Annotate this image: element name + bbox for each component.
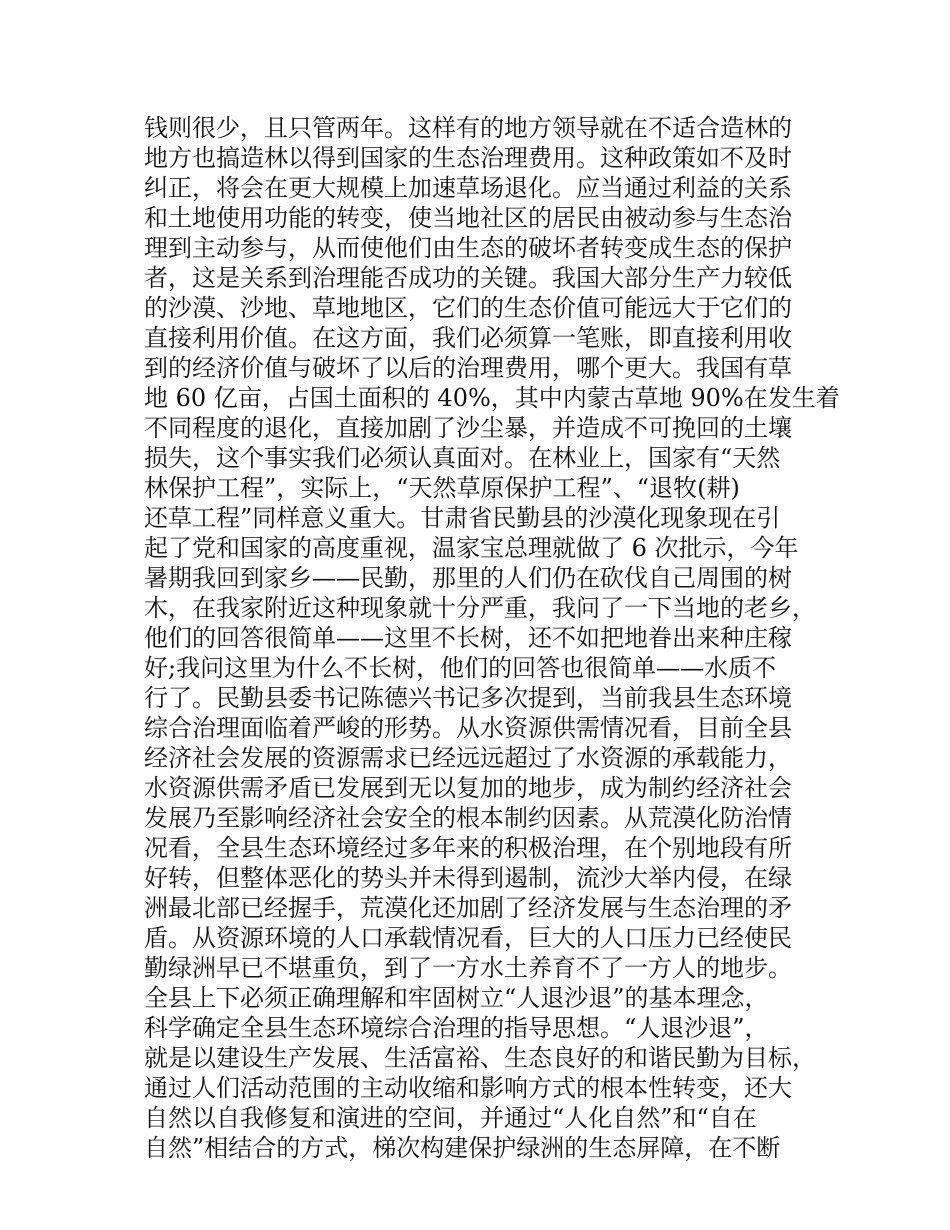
- text-line: 钱则很少，且只管两年。这样有的地方领导就在不适合造林的: [144, 114, 792, 142]
- text-line: 自然以自我修复和演进的空间，并通过“人化自然”和“自在: [144, 1104, 757, 1132]
- text-line: 不同程度的退化，直接加剧了沙尘暴，并造成不可挽回的土壤: [144, 414, 792, 442]
- text-line: 他们的回答很简单——这里不长树，还不如把地眷出来种庄稼: [144, 624, 792, 652]
- text-line: 到的经济价值与破坏了以后的治理费用，哪个更大。我国有草: [144, 354, 792, 382]
- text-line: 勤绿洲早已不堪重负，到了一方水土养育不了一方人的地步。: [144, 954, 792, 982]
- text-line: 还草工程”同样意义重大。甘肃省民勤县的沙漠化现象现在引: [144, 504, 781, 532]
- text-line: 水资源供需矛盾已发展到无以复加的地步，成为制约经济社会: [144, 774, 792, 802]
- text-line: 和土地使用功能的转变，使当地社区的居民由被动参与生态治: [144, 204, 792, 232]
- text-line: 的沙漠、沙地、草地地区，它们的生态价值可能远大于它们的: [144, 294, 792, 322]
- text-line: 损失，这个事实我们必须认真面对。在林业上，国家有“天然: [144, 444, 781, 472]
- text-line: 综合治理面临着严峻的形势。从水资源供需情况看，目前全县: [144, 714, 792, 742]
- text-line: 林保护工程”，实际上，“天然草原保护工程”、“退牧(耕): [144, 474, 740, 502]
- text-line: 好;我问这里为什么不长树，他们的回答也很简单——水质不: [144, 654, 777, 682]
- text-line: 木，在我家附近这种现象就十分严重，我问了一下当地的老乡，: [144, 594, 816, 622]
- text-line: 况看，全县生态环境经过多年来的积极治理，在个别地段有所: [144, 834, 792, 862]
- text-line: 者，这是关系到治理能否成功的关键。我国大部分生产力较低: [144, 264, 792, 292]
- text-line: 起了党和国家的高度重视，温家宝总理就做了 6 次批示，今年: [144, 534, 799, 562]
- text-line: 好转，但整体恶化的势头并未得到遏制，流沙大举内侵，在绿: [144, 864, 792, 892]
- text-line: 全县上下必须正确理解和牢固树立“人退沙退”的基本理念，: [144, 984, 769, 1012]
- text-line: 直接利用价值。在这方面，我们必须算一笔账，即直接利用收: [144, 324, 792, 352]
- text-line: 洲最北部已经握手，荒漠化还加剧了经济发展与生态治理的矛: [144, 894, 792, 922]
- text-line: 发展乃至影响经济社会安全的根本制约因素。从荒漠化防治情: [144, 804, 792, 832]
- text-line: 科学确定全县生态环境综合治理的指导思想。“人退沙退”，: [144, 1014, 769, 1042]
- text-line: 纠正，将会在更大规模上加速草场退化。应当通过利益的关系: [144, 174, 792, 202]
- text-line: 盾。从资源环境的人口承载情况看，巨大的人口压力已经使民: [144, 924, 792, 952]
- body-text: [144, 113, 840, 1163]
- text-line: 自然”相结合的方式，梯次构建保护绿洲的生态屏障，在不断: [144, 1134, 781, 1162]
- text-line: 地方也搞造林以得到国家的生态治理费用。这种政策如不及时: [144, 144, 792, 172]
- text-line: 经济社会发展的资源需求已经远远超过了水资源的承载能力，: [144, 744, 792, 772]
- text-line: 行了。民勤县委书记陈德兴书记多次提到，当前我县生态环境: [144, 684, 792, 712]
- text-line: 就是以建设生产发展、生活富裕、生态良好的和谐民勤为目标，: [144, 1044, 816, 1072]
- text-line: 暑期我回到家乡——民勤，那里的人们仍在砍伐自己周围的树: [144, 564, 792, 592]
- text-line: 地 60 亿亩，占国土面积的 40%，其中内蒙古草地 90%在发生着: [144, 384, 840, 412]
- text-line: 通过人们活动范围的主动收缩和影响方式的根本性转变，还大: [144, 1074, 792, 1102]
- text-line: 理到主动参与，从而使他们由生态的破坏者转变成生态的保护: [144, 234, 792, 262]
